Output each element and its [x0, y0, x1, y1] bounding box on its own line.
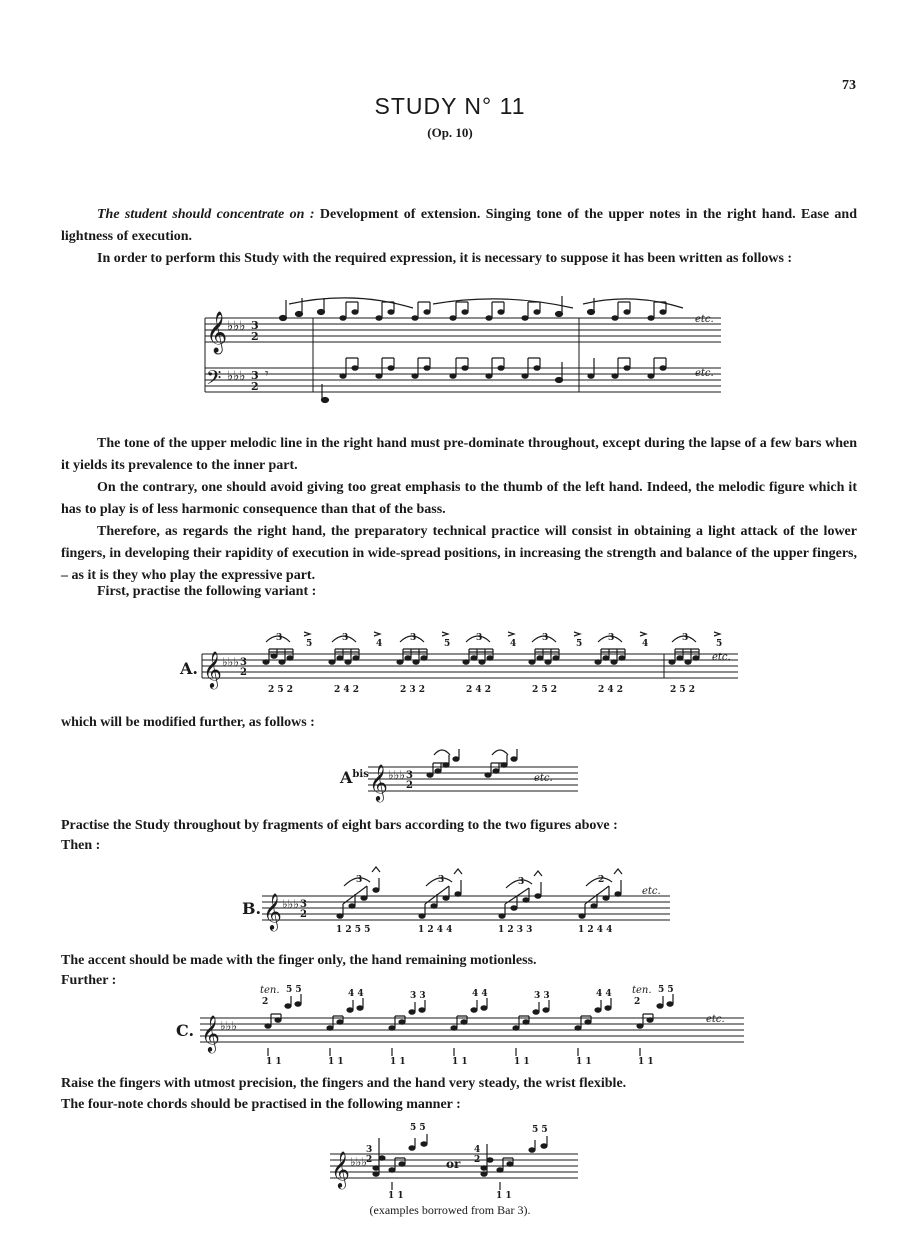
svg-text:3: 3 — [476, 633, 483, 643]
after-a-text: which will be modified further, as follows : — [61, 715, 315, 730]
chords-text: The four-note chords should be practised in the following manner : — [61, 1097, 461, 1112]
etc-mark: etc. — [642, 886, 661, 897]
example-chords — [326, 1118, 586, 1201]
svg-text:2 5 2: 2 5 2 — [670, 685, 696, 695]
svg-text:2: 2 — [366, 1155, 373, 1165]
ten-mark: ten. — [260, 985, 280, 996]
or-label: or — [446, 1157, 461, 1171]
svg-text:2 5 2: 2 5 2 — [268, 685, 294, 695]
etc-mark: etc. — [706, 1014, 725, 1025]
svg-text:𝄞: 𝄞 — [331, 1150, 350, 1188]
svg-text:4: 4 — [376, 639, 383, 649]
example-c — [174, 982, 754, 1066]
svg-text:3: 3 — [251, 369, 259, 382]
svg-text:2: 2 — [251, 330, 259, 343]
practise-text: Practise the Study throughout by fragments of eight bars according to the two figures above : — [61, 818, 618, 833]
etc-mark: etc. — [534, 773, 553, 784]
svg-text:2: 2 — [251, 380, 259, 393]
example-b-label: B. — [242, 899, 262, 918]
svg-text:𝄢: 𝄢 — [206, 366, 222, 394]
svg-text:1 1: 1 1 — [452, 1057, 468, 1067]
example-b — [240, 864, 680, 936]
svg-text:3: 3 — [542, 633, 549, 643]
svg-text:5: 5 — [306, 639, 313, 649]
svg-text:♭♭♭: ♭♭♭ — [282, 897, 299, 911]
svg-text:5: 5 — [576, 639, 583, 649]
body-paragraph-3: The tone of the upper melodic line in the right hand must pre-dominate throughout, except during the lapse of a few bars when it yields its prevalence to the inner part. — [61, 436, 857, 473]
svg-text:1 2 3 3: 1 2 3 3 — [498, 925, 533, 935]
svg-text:5 5: 5 5 — [658, 985, 674, 995]
svg-text:♭♭♭: ♭♭♭ — [220, 1019, 237, 1033]
example-a-bis — [338, 745, 588, 805]
svg-text:♭♭♭: ♭♭♭ — [350, 1155, 367, 1169]
svg-text:1 2 4 4: 1 2 4 4 — [578, 925, 613, 935]
svg-text:3: 3 — [240, 657, 247, 668]
svg-text:3: 3 — [356, 875, 363, 885]
svg-text:3: 3 — [608, 633, 615, 643]
intro-lead: The student should concentrate on : — [97, 207, 315, 222]
svg-text:1 1: 1 1 — [496, 1191, 512, 1201]
svg-text:4 4: 4 4 — [348, 989, 364, 999]
body-paragraph-5: Therefore, as regards the right hand, the preparatory technical practice will consist in obtaining a light attack of the lower fingers, in developing their rapidity of execution in wide-spread positions, in increasing the strength and balance of the upper fingers, – as it is they who play the expressive part. — [61, 524, 857, 583]
svg-text:5: 5 — [716, 639, 723, 649]
svg-text:1 1: 1 1 — [388, 1191, 404, 1201]
svg-text:2: 2 — [262, 997, 269, 1007]
svg-text:1 2 4 4: 1 2 4 4 — [418, 925, 453, 935]
page-number: 73 — [842, 78, 856, 93]
example-a-label: A. — [180, 659, 198, 678]
svg-text:2: 2 — [598, 875, 605, 885]
svg-text:2 5 2: 2 5 2 — [532, 685, 558, 695]
example-a — [178, 616, 748, 696]
etc-mark: etc. — [695, 314, 714, 325]
svg-text:3: 3 — [406, 770, 413, 781]
svg-text:♭♭♭: ♭♭♭ — [222, 655, 239, 669]
svg-text:3: 3 — [410, 633, 417, 643]
intro-paragraph — [61, 204, 857, 248]
svg-text:♭♭♭: ♭♭♭ — [227, 319, 246, 334]
svg-text:4: 4 — [474, 1145, 481, 1155]
svg-text:3: 3 — [366, 1145, 373, 1155]
svg-text:3: 3 — [300, 899, 307, 910]
svg-text:5 5: 5 5 — [410, 1123, 426, 1133]
svg-text:5: 5 — [444, 639, 451, 649]
svg-text:𝄞: 𝄞 — [203, 650, 222, 688]
svg-text:2: 2 — [406, 780, 413, 791]
svg-text:3: 3 — [251, 319, 259, 332]
svg-text:3: 3 — [342, 633, 349, 643]
page-subtitle: (Op. 10) — [427, 125, 473, 140]
svg-text:4: 4 — [510, 639, 517, 649]
then-text: Then : — [61, 838, 101, 853]
svg-text:𝄞: 𝄞 — [206, 312, 228, 353]
svg-text:3: 3 — [518, 877, 525, 887]
further-text: Further : — [61, 973, 117, 988]
example-written-as — [203, 296, 723, 406]
svg-text:1 1: 1 1 — [328, 1057, 344, 1067]
svg-text:3 3: 3 3 — [410, 991, 426, 1001]
svg-text:4 4: 4 4 — [596, 989, 612, 999]
svg-text:1 1: 1 1 — [576, 1057, 592, 1067]
svg-text:1 1: 1 1 — [390, 1057, 406, 1067]
svg-text:3: 3 — [438, 875, 445, 885]
body-paragraph-6: First, practise the following variant : — [97, 584, 317, 599]
svg-text:2 4 2: 2 4 2 — [466, 685, 492, 695]
svg-text:♭♭♭: ♭♭♭ — [227, 369, 246, 384]
page-title: STUDY N° 11 — [374, 93, 526, 119]
raise-text: Raise the fingers with utmost precision, the fingers and the hand very steady, the wrist flexible. — [61, 1076, 627, 1091]
svg-text:2 3 2: 2 3 2 — [400, 685, 426, 695]
svg-text:2 4 2: 2 4 2 — [598, 685, 624, 695]
svg-text:1 1: 1 1 — [638, 1057, 654, 1067]
intro-text: Development of extension. Singing tone of the upper notes in the right hand. Ease and lightness of execution. — [61, 207, 857, 244]
etc-mark: etc. — [695, 368, 714, 379]
examples-caption: (examples borrowed from Bar 3). — [369, 1203, 531, 1217]
ten-mark: ten. — [632, 985, 652, 996]
accent-text: The accent should be made with the finger only, the hand remaining motionless. — [61, 953, 537, 968]
svg-text:1 2 5 5: 1 2 5 5 — [336, 925, 371, 935]
svg-text:𝄞: 𝄞 — [201, 1014, 220, 1052]
svg-text:♭♭♭: ♭♭♭ — [388, 768, 405, 782]
svg-text:3 3: 3 3 — [534, 991, 550, 1001]
body-paragraph-4: On the contrary, one should avoid giving too great emphasis to the thumb of the left hand. Indeed, the melodic figure which it has to play is of less harmonic consequence than that of the bass. — [61, 480, 857, 517]
svg-text:3: 3 — [276, 633, 283, 643]
svg-text:1 1: 1 1 — [266, 1057, 282, 1067]
example-abis-label: $A^{bis}$ — [340, 768, 369, 787]
svg-text:𝄾: 𝄾 — [265, 366, 269, 382]
svg-text:2: 2 — [474, 1155, 481, 1165]
intro-paragraph-2: In order to perform this Study with the required expression, it is necessary to suppose it has been written as follows : — [97, 251, 793, 266]
svg-text:3: 3 — [682, 633, 689, 643]
svg-text:5 5: 5 5 — [532, 1125, 548, 1135]
svg-text:4 4: 4 4 — [472, 989, 488, 999]
example-c-label: C. — [176, 1021, 195, 1040]
svg-text:4: 4 — [642, 639, 649, 649]
svg-text:2: 2 — [634, 997, 641, 1007]
svg-text:2: 2 — [300, 909, 307, 920]
svg-text:𝄞: 𝄞 — [369, 763, 388, 801]
etc-mark: etc. — [712, 652, 731, 663]
svg-text:2 4 2: 2 4 2 — [334, 685, 360, 695]
svg-text:2: 2 — [240, 667, 247, 678]
svg-text:1 1: 1 1 — [514, 1057, 530, 1067]
svg-text:𝄞: 𝄞 — [263, 892, 282, 930]
svg-text:5 5: 5 5 — [286, 985, 302, 995]
